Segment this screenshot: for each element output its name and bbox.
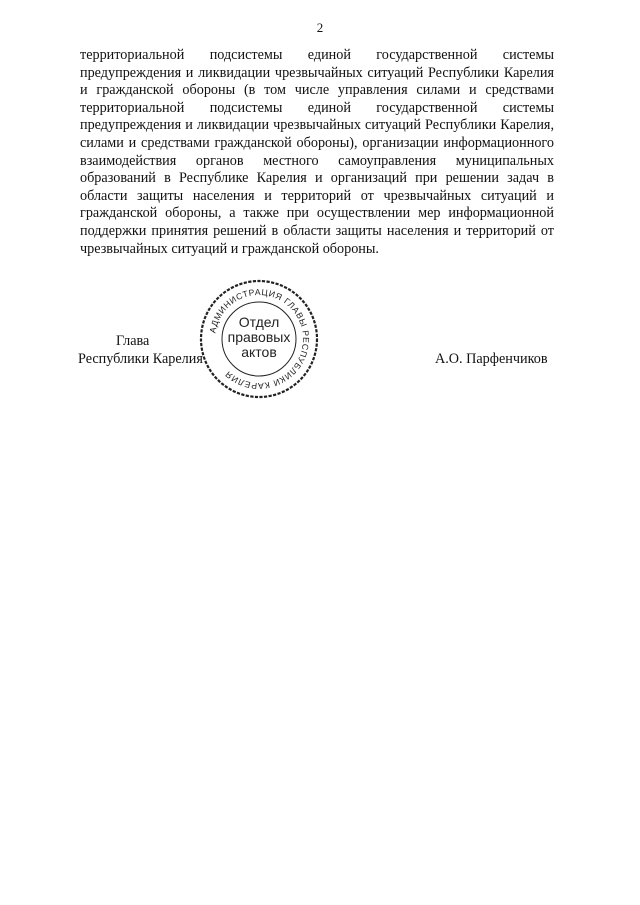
signature-title-line2: Республики Карелия (78, 351, 203, 367)
stamp-center-line2: правовых (227, 329, 291, 345)
signature-block (78, 332, 203, 368)
stamp-center-line1: Отдел (238, 314, 280, 330)
signatory-name: А.О. Парфенчиков (435, 351, 548, 367)
stamp-ring-text: АДМИНИСТРАЦИЯ ГЛАВЫ РЕСПУБЛИКИ КАРЕЛИЯ (207, 286, 312, 392)
stamp-center-line3: актов (241, 344, 277, 360)
official-stamp (197, 277, 321, 401)
body-paragraph: территориальной подсистемы единой государственной системы предупреждения и ликвидации чрезвычайных ситуаций Республики Карелия и гражданской обороны (в том числе управления силами и средствами территориальной подсистемы единой государственной системы предупреждения и ликвидации чрезвычайных ситуаций Республики Карелия, силами и средствами гражданской обороны), организации информационного взаимодействия органов местного самоуправления муниципальных образований в Республике Карелия и организаций при решении задач в области защиты населения и территорий от чрезвычайных ситуаций и гражданской обороны, а также при осуществлении мер информационной поддержки принятия решений в области защиты населения и территорий от чрезвычайных ситуаций и гражданской обороны. (80, 47, 554, 257)
signature-title-line1: Глава (116, 333, 150, 349)
page-number: 2 (316, 20, 324, 35)
